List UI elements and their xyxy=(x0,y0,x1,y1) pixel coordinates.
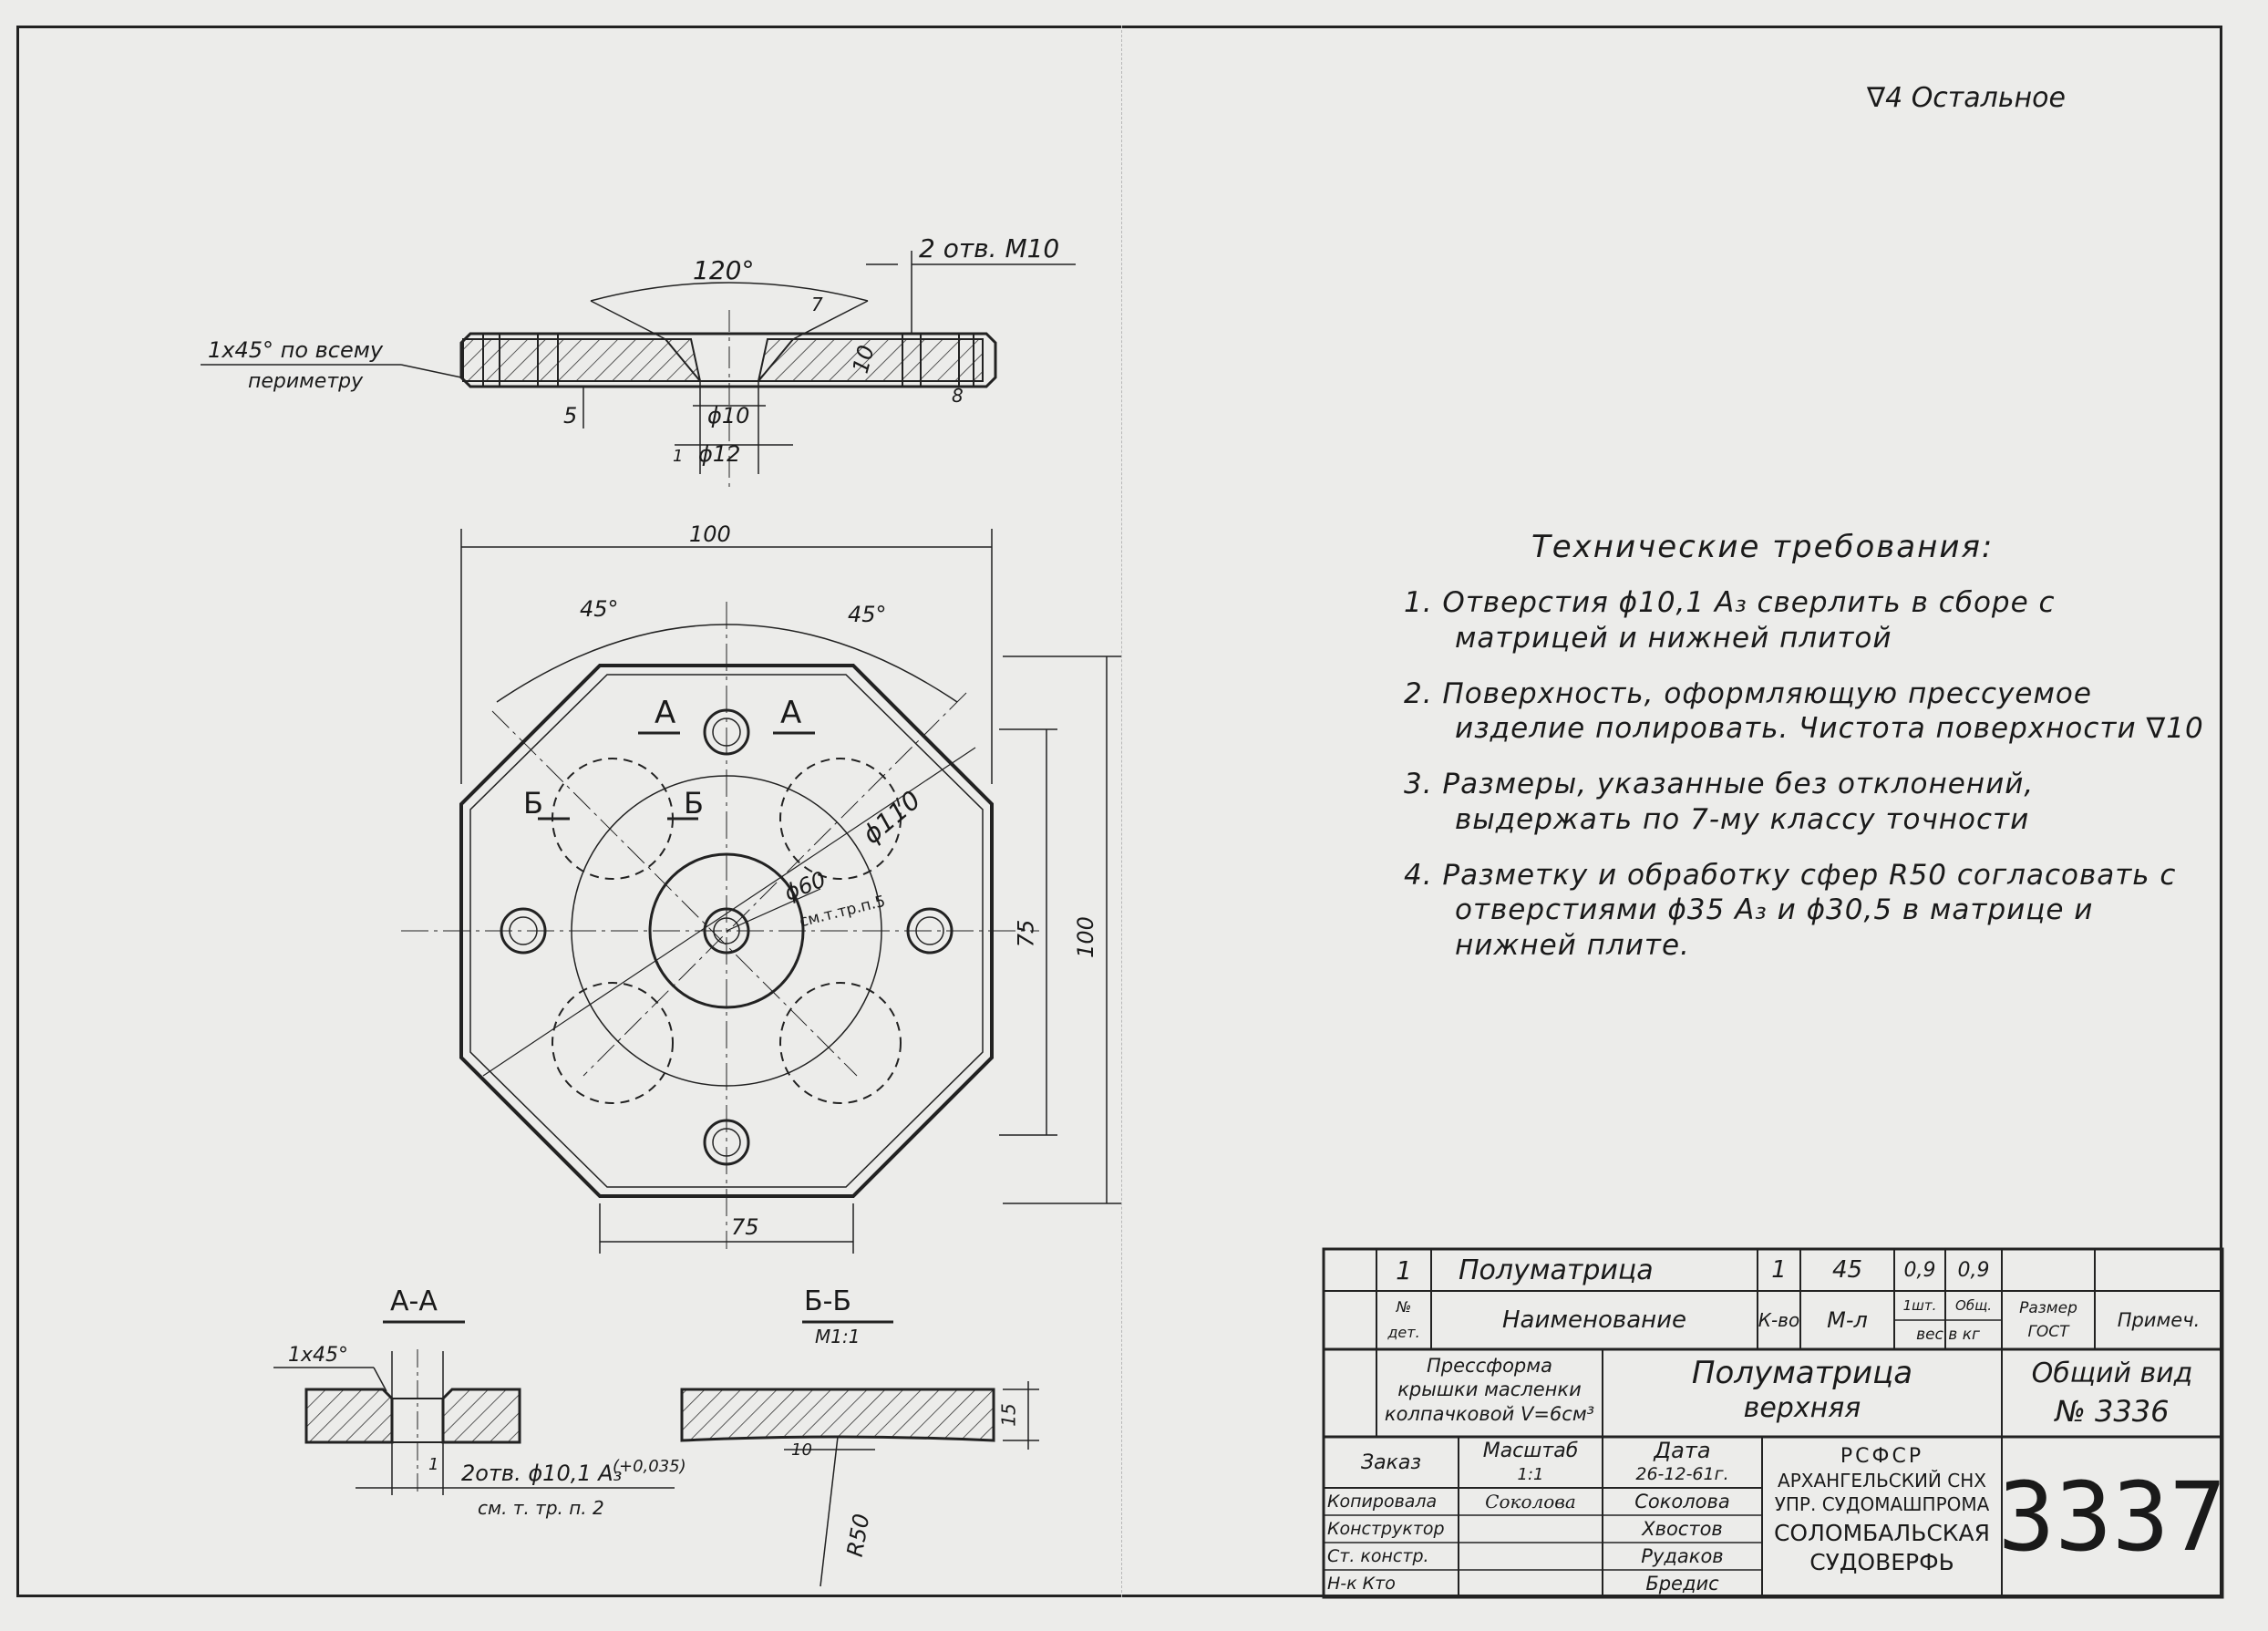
tb-hdr-note: Примеч. xyxy=(2117,1309,2201,1331)
tb-hdr-weight-unit: 1шт. xyxy=(1902,1297,1937,1314)
roughness-1-label: 1 xyxy=(673,447,684,466)
tb-name: Соколова xyxy=(1634,1491,1730,1512)
surface-finish-note: ∇4 Остальное xyxy=(1867,82,2066,114)
height-100-label: 100 xyxy=(1072,916,1098,958)
tb-scale-label: Масштаб xyxy=(1482,1439,1579,1462)
angle-45-right-label: 45° xyxy=(848,602,887,627)
tb-org-2: АРХАНГЕЛЬСКИЙ СНХ xyxy=(1778,1470,1986,1492)
plan-view xyxy=(401,529,1121,1254)
tb-weight-total-value: 0,9 xyxy=(1957,1258,1990,1282)
section-aa-title: А-А xyxy=(390,1285,438,1317)
tb-hdr-weight: вес в кг xyxy=(1916,1326,1980,1344)
section-aa-right xyxy=(443,1389,520,1442)
sphere-ll xyxy=(552,983,673,1103)
width-100-label: 100 xyxy=(689,521,731,547)
tb-hdr-name: Наименование xyxy=(1501,1306,1687,1334)
tb-date-label: Дата xyxy=(1654,1438,1711,1463)
tb-order-label: Заказ xyxy=(1360,1450,1422,1474)
section-bb-scale: М1:1 xyxy=(815,1326,861,1347)
tb-assembly-line-2: крышки масленки xyxy=(1397,1378,1582,1400)
requirement-item: 2. Поверхность, оформляющую прессуемое изделие полировать. Чистота поверхности ∇10 xyxy=(1404,676,2204,746)
section-aa-chamfer: 1x45° xyxy=(288,1344,349,1367)
dia-110-label: ϕ110 xyxy=(856,784,927,851)
requirement-item: 3. Размеры, указанные без отклонений, выдержать по 7-му классу точности xyxy=(1404,768,2035,836)
section-aa-note: см. т. тр. п. 2 xyxy=(478,1497,604,1519)
tb-assembly-line-3: колпачковой V=6см³ xyxy=(1384,1403,1595,1425)
roughness-7-label: 7 xyxy=(811,294,823,315)
tb-doc-type: Общий вид xyxy=(2031,1357,2193,1389)
sphere-lr xyxy=(780,983,901,1103)
tb-date-value: 26-12-61г. xyxy=(1635,1464,1729,1484)
tb-scale-value: 1:1 xyxy=(1517,1464,1544,1484)
tb-hdr-size: Размер xyxy=(2019,1299,2077,1317)
dim-10-label: 10 xyxy=(847,342,880,377)
requirement-item: 4. Разметку и обработку сфер R50 согласовать с отверстиями ϕ35 А₃ и ϕ30,5 в матрице и нижней плите. xyxy=(1404,858,2177,962)
tb-pos-value: 1 xyxy=(1396,1254,1412,1285)
tb-role: Копировала xyxy=(1327,1492,1438,1512)
cut-b-left-label: Б xyxy=(523,786,543,821)
width-75-label: 75 xyxy=(731,1214,759,1240)
tb-hdr-qty: К-во xyxy=(1758,1309,1800,1331)
chamfer-label-2: периметру xyxy=(248,370,364,393)
tb-weight-unit-value: 0,9 xyxy=(1903,1258,1936,1282)
tb-doc-ref: № 3336 xyxy=(2055,1394,2170,1429)
threaded-holes-label: 2 отв. М10 xyxy=(919,233,1060,263)
dia-60-note: см.т.тр.п.5 xyxy=(798,892,888,932)
section-aa-roughness: 1 xyxy=(428,1455,439,1474)
dim-5-label: 5 xyxy=(563,403,578,428)
tb-org-1: РСФСР xyxy=(1840,1444,1924,1468)
tb-org-3: УПР. СУДОМАШПРОМА xyxy=(1774,1493,1990,1515)
section-bb-thickness: 15 xyxy=(997,1403,1020,1427)
tb-hdr-weight-total: Общ. xyxy=(1955,1297,1992,1314)
section-bb-roughness: 10 xyxy=(791,1440,812,1460)
cut-a-right-label: А xyxy=(780,695,802,731)
requirements-title: Технические требования: xyxy=(1531,529,1995,565)
cut-a-left-label: А xyxy=(655,695,676,731)
tb-qty-value: 1 xyxy=(1771,1256,1787,1284)
tb-role: Н-к Кто xyxy=(1327,1574,1396,1594)
technical-requirements xyxy=(1404,529,2206,984)
tb-org-4: СОЛОМБАЛЬСКАЯ xyxy=(1773,1519,1991,1546)
tb-role: Ст. констр. xyxy=(1327,1546,1429,1566)
tb-assembly-line-1: Прессформа xyxy=(1427,1355,1552,1377)
tb-org-5: СУДОВЕРФЬ xyxy=(1809,1548,1954,1575)
tb-part-title-1: Полуматрица xyxy=(1691,1355,1913,1391)
tb-part-title-2: верхняя xyxy=(1743,1391,1861,1424)
cut-b-right-label: Б xyxy=(684,786,704,821)
requirement-item: 1. Отверстия ϕ10,1 А₃ сверлить в сборе с матрицей и нижней плитой xyxy=(1404,586,2056,655)
section-bb-radius: R50 xyxy=(841,1512,875,1559)
angle-120-label: 120° xyxy=(693,255,755,285)
dia-60-label: ϕ60 xyxy=(780,866,830,906)
chamfer-label-1: 1x45° по всему xyxy=(208,337,384,363)
section-bb-title: Б-Б xyxy=(804,1285,851,1317)
tb-signature: Соколова xyxy=(1485,1491,1576,1512)
tb-material-value: 45 xyxy=(1831,1256,1863,1284)
tb-hdr-pos-2: дет. xyxy=(1387,1323,1420,1341)
tb-part-name-value: Полуматрица xyxy=(1459,1254,1654,1286)
sphere-ul xyxy=(552,759,673,879)
tb-hdr-material: М-л xyxy=(1827,1307,1868,1333)
tb-drawing-number: 3337 xyxy=(1997,1461,2227,1573)
tb-hdr-pos-1: № xyxy=(1396,1297,1412,1316)
height-75-label: 75 xyxy=(1013,919,1039,948)
tb-hdr-gost: ГОСТ xyxy=(2027,1323,2069,1341)
tb-role: Конструктор xyxy=(1327,1519,1445,1539)
tb-name: Рудаков xyxy=(1641,1545,1724,1567)
angle-45-left-label: 45° xyxy=(580,596,619,622)
roughness-8-label: 8 xyxy=(952,385,964,407)
section-aa-holes: 2отв. ϕ10,1 А₃ xyxy=(461,1461,623,1486)
dia-10-label: ϕ10 xyxy=(707,403,750,428)
title-block xyxy=(1324,1249,2227,1597)
tb-name: Хвостов xyxy=(1642,1518,1723,1540)
section-aa-left xyxy=(306,1389,392,1442)
section-aa-tolerance: (+0,035) xyxy=(613,1457,686,1476)
section-bb-body xyxy=(682,1389,994,1440)
dia-12-label: ϕ12 xyxy=(698,441,741,467)
tb-name: Бредис xyxy=(1645,1573,1719,1595)
